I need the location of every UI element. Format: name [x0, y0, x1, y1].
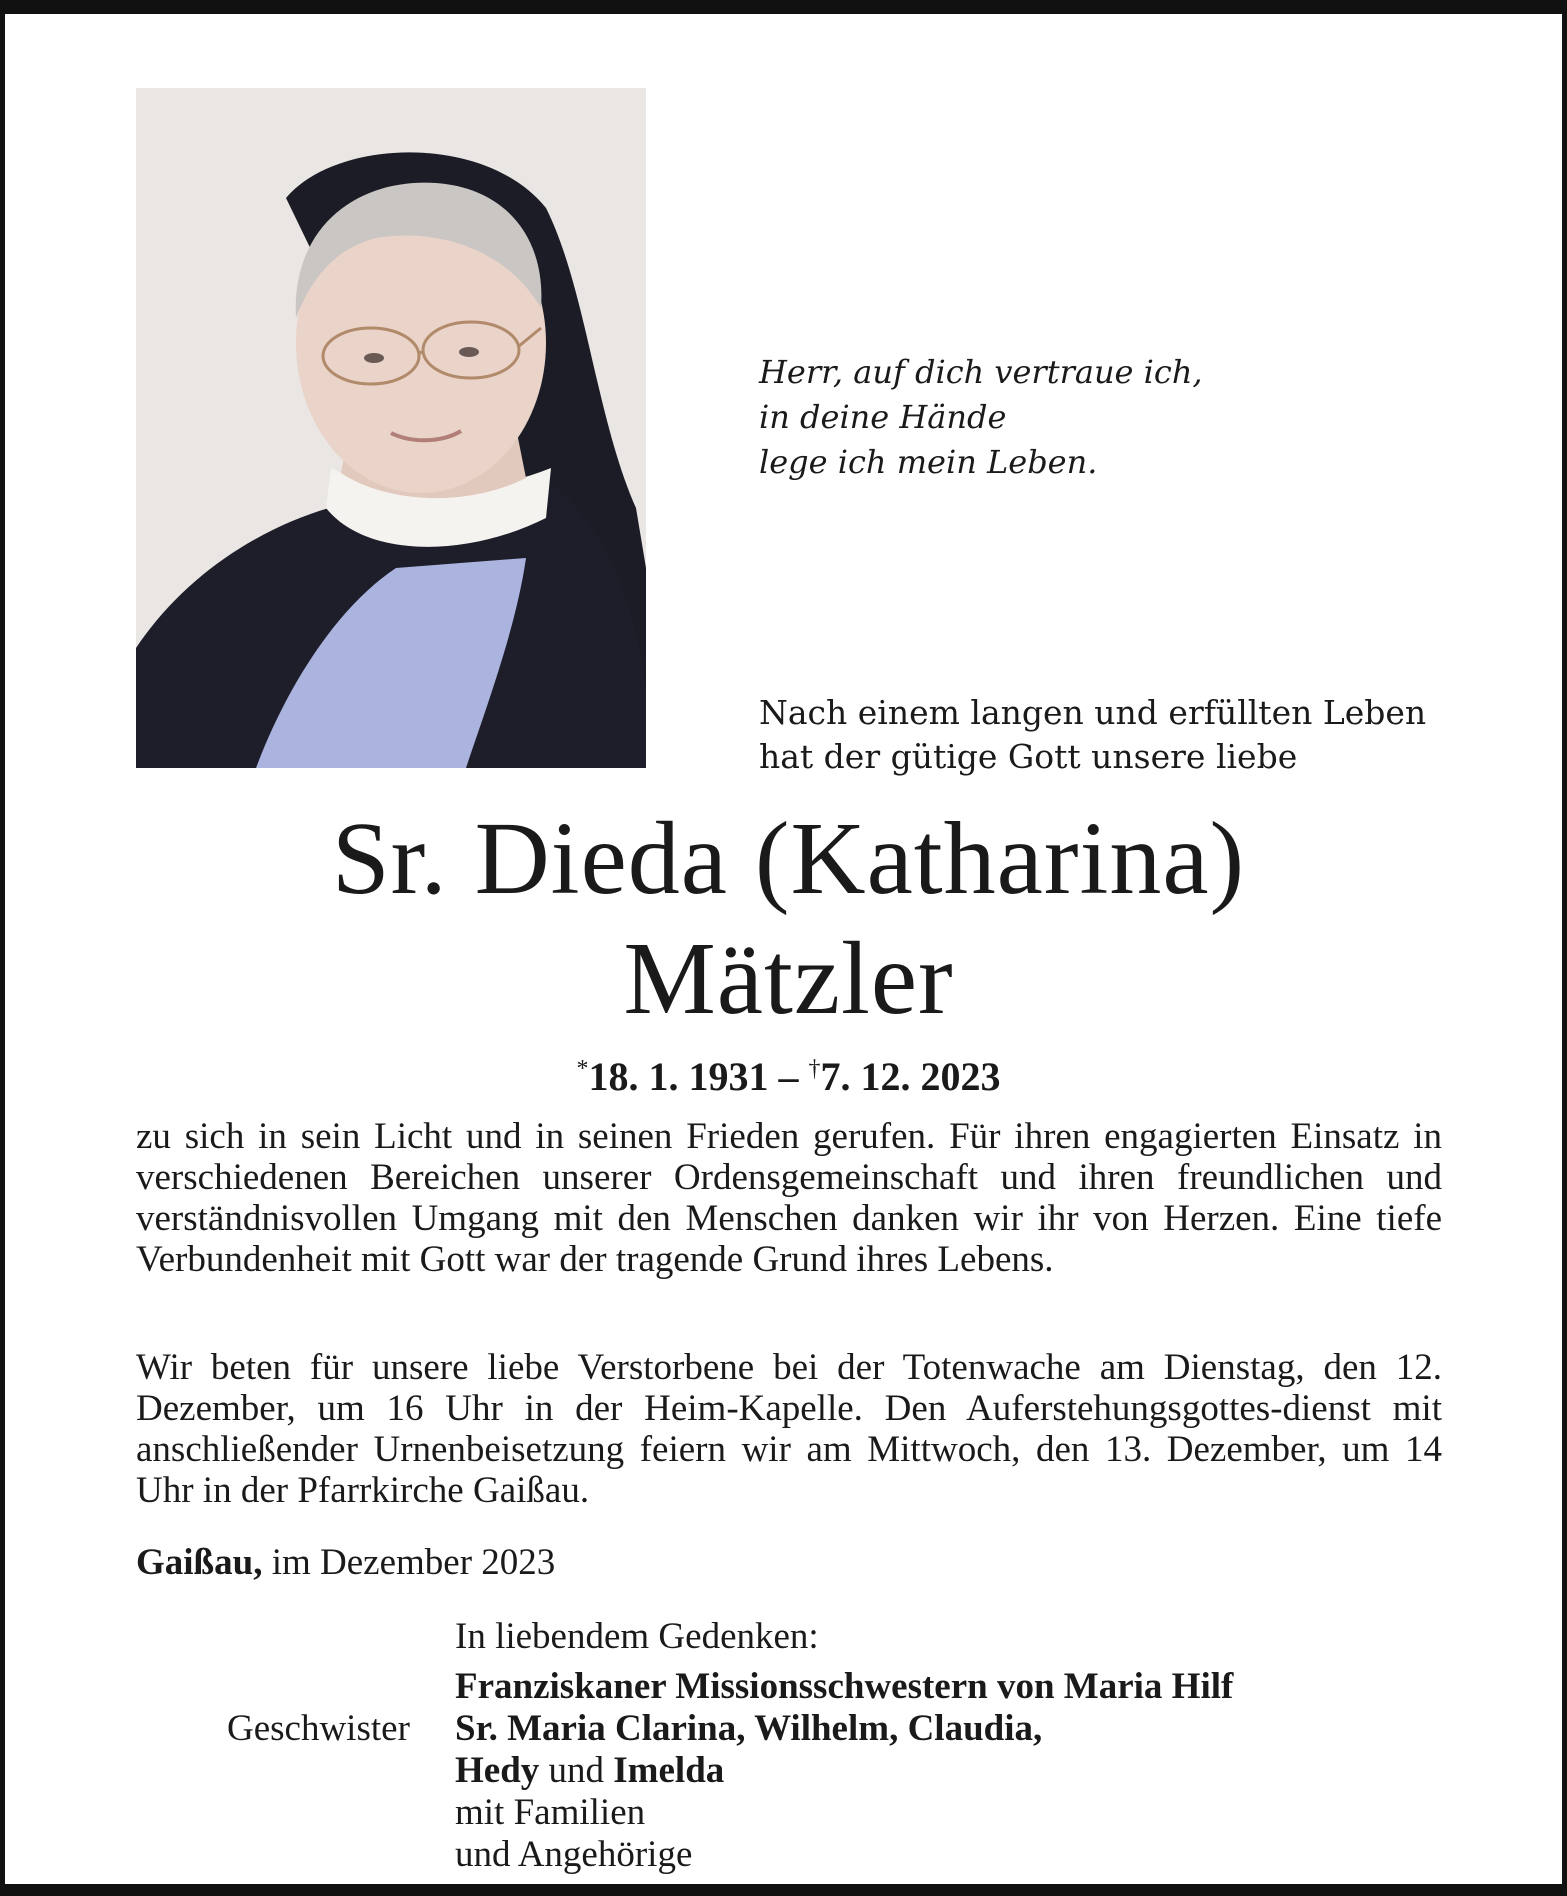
- relatives-line: und Angehörige: [455, 1834, 693, 1875]
- siblings-line-2: [455, 1750, 1455, 1792]
- sibling-hedy: Hedy: [455, 1750, 540, 1791]
- place-date-line: [136, 1541, 555, 1585]
- funeral-info-paragraph: Wir beten für unsere liebe Verstorbene bei der Totenwache am Dienstag, den 12. Dezember, um 16 Uhr in der Heim-Kapelle. Den Auferstehungsgottes-dienst mit anschließender Urnenbeisetzung feiern wir am Mittwoch, den 13. Dezember, um 14 Uhr in der Pfarrkirche Gaißau.: [136, 1347, 1442, 1511]
- and-word: und: [539, 1750, 614, 1791]
- place-name: Gaißau,: [136, 1542, 263, 1583]
- death-symbol: †: [808, 1056, 821, 1082]
- remembrance-heading: In liebendem Gedenken:: [455, 1616, 819, 1657]
- mourners-list: [455, 1666, 1455, 1876]
- deceased-name: Sr. Dieda (Katharina): [331, 801, 1246, 916]
- birth-date: 18. 1. 1931: [588, 1054, 769, 1099]
- portrait-illustration: [136, 88, 646, 768]
- order-name: Franziskaner Missionsschwestern von Maria Hilf: [455, 1666, 1234, 1707]
- life-dates: [5, 1044, 1567, 1102]
- birth-symbol: *: [576, 1056, 589, 1082]
- siblings-line: Sr. Maria Clarina, Wilhelm, Claudia,: [455, 1708, 1043, 1749]
- sibling-imelda: Imelda: [613, 1750, 725, 1791]
- deceased-surname: Mätzler: [623, 921, 954, 1036]
- motto-verse: Herr, auf dich vertraue ich, in deine Hände lege ich mein Leben.: [759, 353, 1203, 481]
- place-date: im Dezember 2023: [262, 1542, 556, 1583]
- intro-text: Nach einem langen und erfüllten Leben hat der gütige Gott unsere liebe: [759, 693, 1427, 776]
- death-date: 7. 12. 2023: [820, 1054, 1001, 1099]
- siblings-label: Geschwister: [227, 1708, 410, 1749]
- families-line: mit Familien: [455, 1792, 646, 1833]
- date-separator: –: [768, 1054, 809, 1099]
- tribute-paragraph: zu sich in sein Licht und in seinen Frieden gerufen. Für ihren engagierten Einsatz in verschiedenen Bereichen unserer Ordensgemeinschaft und ihren freundlichen und verständnisvollen Umgang mit den Menschen danken wir ihr von Herzen. Eine tiefe Verbundenheit mit Gott war der tragende Grund ihres Lebens.: [136, 1116, 1442, 1280]
- portrait-photo: [136, 88, 646, 768]
